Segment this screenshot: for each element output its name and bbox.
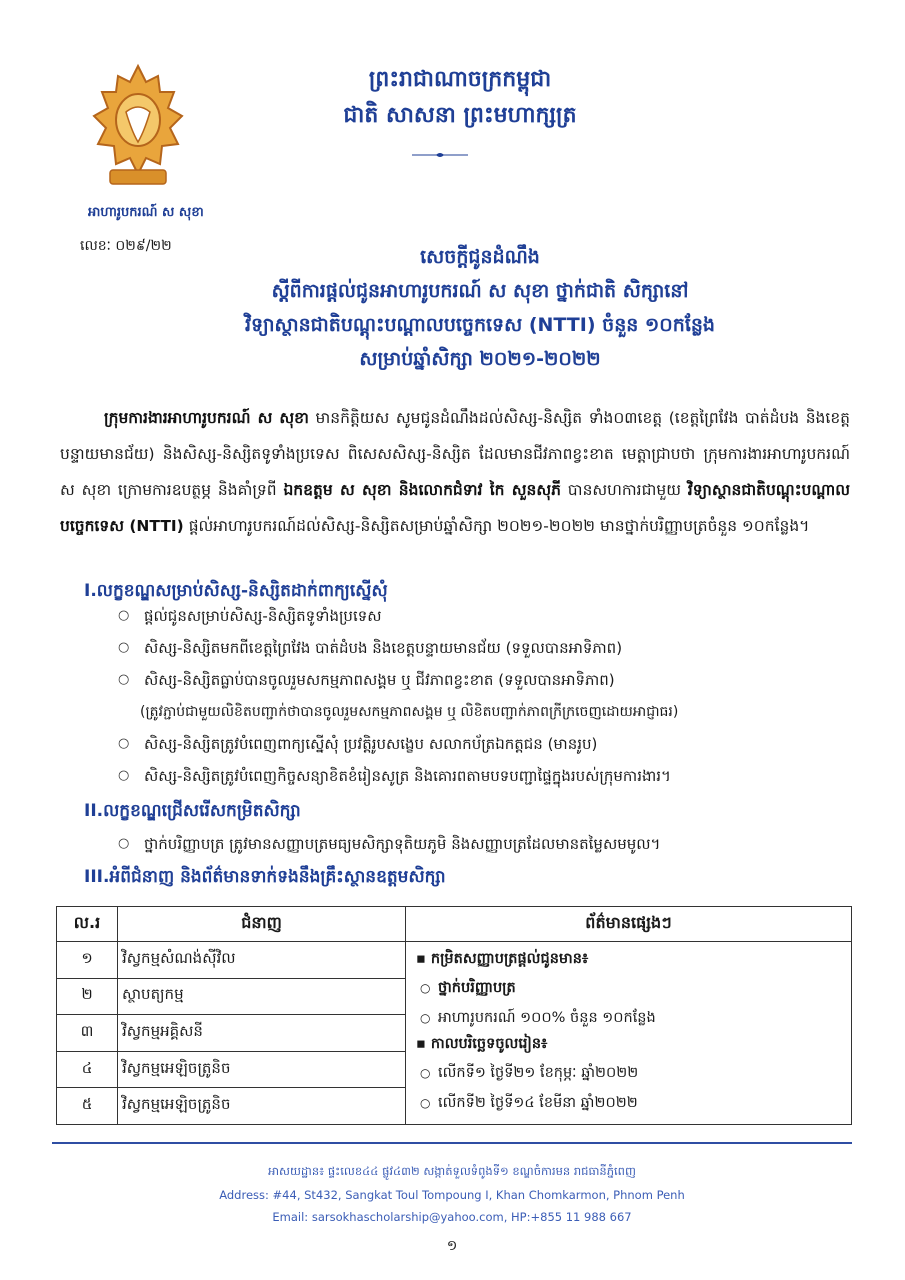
sponsor-name: ឯកឧត្ដម ស សុខា និងលោកជំទាវ កៃ សួនសុភី	[283, 481, 561, 499]
col-header-info: ព័ត៌មានផ្សេងៗ	[406, 907, 852, 942]
skill-name: វិស្វកម្មអគ្គិសនី	[118, 1015, 406, 1052]
emblem-logo	[88, 62, 188, 192]
notice-title: សេចក្ដីជូនដំណឹង	[420, 246, 540, 268]
notice-subtitle-1: ស្ដីពីការផ្ដល់ជូនអាហារូបករណ៍ ស សុខា ថ្នាក់ជាតិ សិក្សានៅ	[271, 280, 689, 302]
degree-level-item: ○ ថ្នាក់បរិញ្ញាបត្រ	[416, 973, 841, 1003]
list-item: ○ សិស្ស-និស្សិតមកពីខេត្តព្រៃវែង បាត់ដំបង និងខេត្តបន្ទាយមានជ័យ (ទទួលបានអាទិភាព)	[118, 632, 858, 664]
table-row	[57, 942, 852, 979]
reference-number: លេខៈ ០២៩/២២	[80, 238, 172, 254]
table-header-row	[57, 907, 852, 942]
row-number: ៣	[57, 1015, 118, 1052]
list-item: ○ សិស្ស-និស្សិតត្រូវបំពេញកិច្ចសន្យាខិតខំរៀនសូត្រ និងគោរពតាមបទបញ្ជាផ្ទៃក្នុងរបស់ក្រុមការងារ។	[118, 760, 858, 792]
info-cell	[406, 942, 852, 1125]
org-name: ក្រុមការងារអាហារូបករណ៍ ស សុខា	[104, 409, 309, 427]
notice-subtitle-3: សម្រាប់ឆ្នាំសិក្សា ២០២១-២០២២	[359, 348, 601, 370]
scholarship-amount: ○ អាហារូបករណ៍ ១០០% ចំនួន ១០កន្លែង	[416, 1003, 841, 1033]
footer-divider	[52, 1142, 852, 1144]
section-heading-3: III.អំពីជំនាញ និងព័ត៌មានទាក់ទងនឹងគ្រឹះស្ថានឧត្ដមសិក្សា	[84, 867, 446, 887]
footer-address-en: Address: #44, St432, Sangkat Toul Tompoung I, Khan Chomkarmon, Phnom Penh	[219, 1188, 685, 1202]
notice-subtitle-2: វិទ្យាស្ថានជាតិបណ្ដុះបណ្ដាលបច្ចេកទេស (NTTI) ចំនួន ១០កន្លែង	[245, 314, 715, 336]
logo-caption: អាហារូបករណ៍ ស សុខា	[88, 205, 204, 220]
kingdom-header	[300, 62, 620, 134]
start-date-heading: ▪ កាលបរិច្ឆេទចូលរៀន៖	[416, 1035, 841, 1056]
col-header-no: ល.រ	[57, 907, 118, 942]
skill-name: វិស្វកម្មសំណង់ស៊ីវិល	[118, 942, 406, 979]
list-item: ○ សិស្ស-និស្សិតធ្លាប់បានចូលរួមសកម្មភាពសង្គម ឬ ជីវភាពខ្វះខាត (ទទួលបានអាទិភាព)	[118, 664, 858, 696]
list-item: ○ ថ្នាក់បរិញ្ញាបត្រ ត្រូវមានសញ្ញាបត្រមធ្យមសិក្សាទុតិយភូមិ និងសញ្ញាបត្រដែលមានតម្លៃសមមូល។	[118, 828, 858, 860]
section-1-list	[118, 600, 858, 792]
footer-address-kh: អាសយដ្ឋាន៖ ផ្ទះលេខ៤៤ ផ្លូវ៤៣២ សង្កាត់ទួលទំពូងទី១ ខណ្ឌចំការមន រាជធានីភ្នំពេញ	[268, 1164, 636, 1178]
col-header-skill: ជំនាញ	[118, 907, 406, 942]
list-item: ○ ផ្ដល់ជូនសម្រាប់សិស្ស-និស្សិតទូទាំងប្រទេស	[118, 600, 858, 632]
page-number: ១	[446, 1238, 458, 1254]
degree-level-heading: ▪ កម្រិតសញ្ញាបត្រផ្ដល់ជូនមាន៖	[416, 950, 841, 971]
kingdom-title: ព្រះរាជាណាចក្រកម្ពុជា	[368, 67, 552, 92]
start-date-1: ○ លើកទី១ ថ្ងៃទី២១ ខែកុម្ភៈ ឆ្នាំ២០២២	[416, 1058, 841, 1088]
national-motto: ជាតិ សាសនា ព្រះមហាក្សត្រ	[343, 103, 577, 128]
skill-name: វិស្វកម្មអេឡិចត្រូនិច	[118, 1051, 406, 1088]
notice-title-block	[180, 240, 780, 376]
motto-divider	[410, 144, 470, 152]
skill-name: ស្ថាបត្យកម្ម	[118, 978, 406, 1015]
row-number: ២	[57, 978, 118, 1015]
row-number: ៥	[57, 1088, 118, 1125]
institute-name: វិទ្យាស្ថានជាតិបណ្ដុះបណ្ដាលបច្ចេកទេស (NTTI)	[60, 481, 850, 535]
programs-table	[56, 906, 852, 1125]
row-number: ៤	[57, 1051, 118, 1088]
section-heading-2: II.លក្ខខណ្ឌជ្រើសរើសកម្រិតសិក្សា	[84, 801, 301, 821]
footer-contact: Email: sarsokhascholarship@yahoo.com, HP:+855 11 988 667	[272, 1210, 632, 1224]
start-date-2: ○ លើកទី២ ថ្ងៃទី១៤ ខែមីនា ឆ្នាំ២០២២	[416, 1088, 841, 1118]
list-item-note: (ត្រូវភ្ជាប់ជាមួយលិខិតបញ្ជាក់ថាបានចូលរួមសកម្មភាពសង្គម ឬ លិខិតបញ្ជាក់ភាពក្រីក្រចេញដោយអាជ្ញាធរ)	[140, 704, 679, 720]
intro-paragraph: ក្រុមការងារអាហារូបករណ៍ ស សុខា មានកិត្តិយស សូមជូនដំណឹងដល់សិស្ស-និស្សិត ទាំង០៣ខេត្ត (ខេត្តព្រៃវែង បាត់ដំបង និងខេត្តបន្ទាយមានជ័យ) និងសិស្ស-និស្សិតទូទាំងប្រទេស ពិសេសសិស្ស-និស្សិត ដែលមានជីវភាពខ្វះខាត មេត្តាជ្រាបថា ក្រុមការងារអាហារូបករណ៍ ស សុខា ក្រោមការឧបត្ថម្ភ និងគាំទ្រពី ឯកឧត្ដម ស សុខា និងលោកជំទាវ កៃ សួនសុភី បានសហការជាមួយ វិទ្យាស្ថានជាតិបណ្ដុះបណ្ដាលបច្ចេកទេស (NTTI) ផ្ដល់អាហារូបករណ៍ដល់សិស្ស-និស្សិតសម្រាប់ឆ្នាំសិក្សា ២០២១-២០២២ មានថ្នាក់បរិញ្ញាបត្រចំនួន ១០កន្លែង។	[60, 409, 850, 535]
list-item: ○ សិស្ស-និស្សិតត្រូវបំពេញពាក្យស្នើសុំ ប្រវត្តិរូបសង្ខេប សលាកប័ត្រឯកត្តជន (មានរូប)	[118, 728, 858, 760]
row-number: ១	[57, 942, 118, 979]
section-2-list	[118, 828, 858, 860]
section-heading-1: I.លក្ខខណ្ឌសម្រាប់សិស្ស-និស្សិតដាក់ពាក្យស្នើសុំ	[84, 581, 388, 601]
skill-name: វិស្វកម្មអេឡិចត្រូនិច	[118, 1088, 406, 1125]
